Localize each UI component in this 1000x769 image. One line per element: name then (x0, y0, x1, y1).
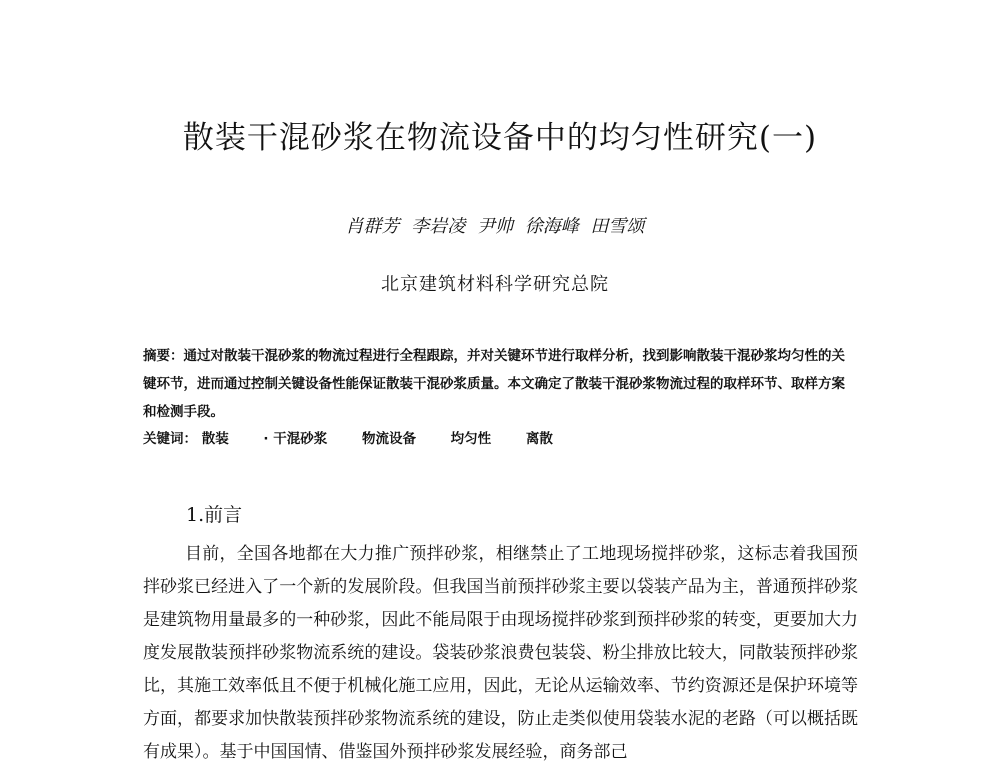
affiliation: 北京建筑材料科学研究总院 (381, 274, 609, 295)
keywords-label: 关键词： (143, 431, 197, 447)
body-paragraph: 目前，全国各地都在大力推广预拌砂浆，相继禁止了工地现场搅拌砂浆，这标志着我国预拌砂浆已经进入了一个新的发展阶段。但我国当前预拌砂浆主要以袋装产品为主，普通预拌砂浆是建筑物用量最多的一种砂浆，因此不能局限于由现场搅拌砂浆到预拌砂浆的转变，更要加大力度发展散装预拌砂浆物流系统的建设。袋装砂浆浪费包装袋、粉尘排放比较大，同散装预拌砂浆比，其施工效率低且不便于机械化施工应用，因此，无论从运输效率、节约资源还是保护环境等方面，都要求加快散装预拌砂浆物流系统的建设，防止走类似使用袋装水泥的老路（可以概括既有成果）。基于中国国情、借鉴国外预拌砂浆发展经验，商务部己 (143, 544, 858, 762)
paper-title: 散装干混砂浆在物流设备中的均匀性研究(一) (182, 120, 818, 156)
keyword: 物流设备 (361, 431, 416, 447)
section-heading: 1.前言 (186, 504, 243, 526)
keyword: 均匀性 (450, 431, 492, 447)
abstract: 摘要：通过对散装干混砂浆的物流过程进行全程跟踪，并对关键环节进行取样分析，找到影响散装干混砂浆均匀性的关键环节，进而通过控制关键设备性能保证散装干混砂浆质量。本文确定了散装干混砂浆物流过程的取样环节、取样方案和检测手段。 (143, 348, 845, 420)
keywords-line (143, 427, 858, 447)
author-list: 肖群芳 李岩凌 尹帅 徐海峰 田雪颂 (345, 216, 645, 237)
keyword: 离散 (525, 431, 553, 447)
keyword: · 干混砂浆 (263, 431, 328, 447)
keyword: 散装 (201, 431, 229, 447)
